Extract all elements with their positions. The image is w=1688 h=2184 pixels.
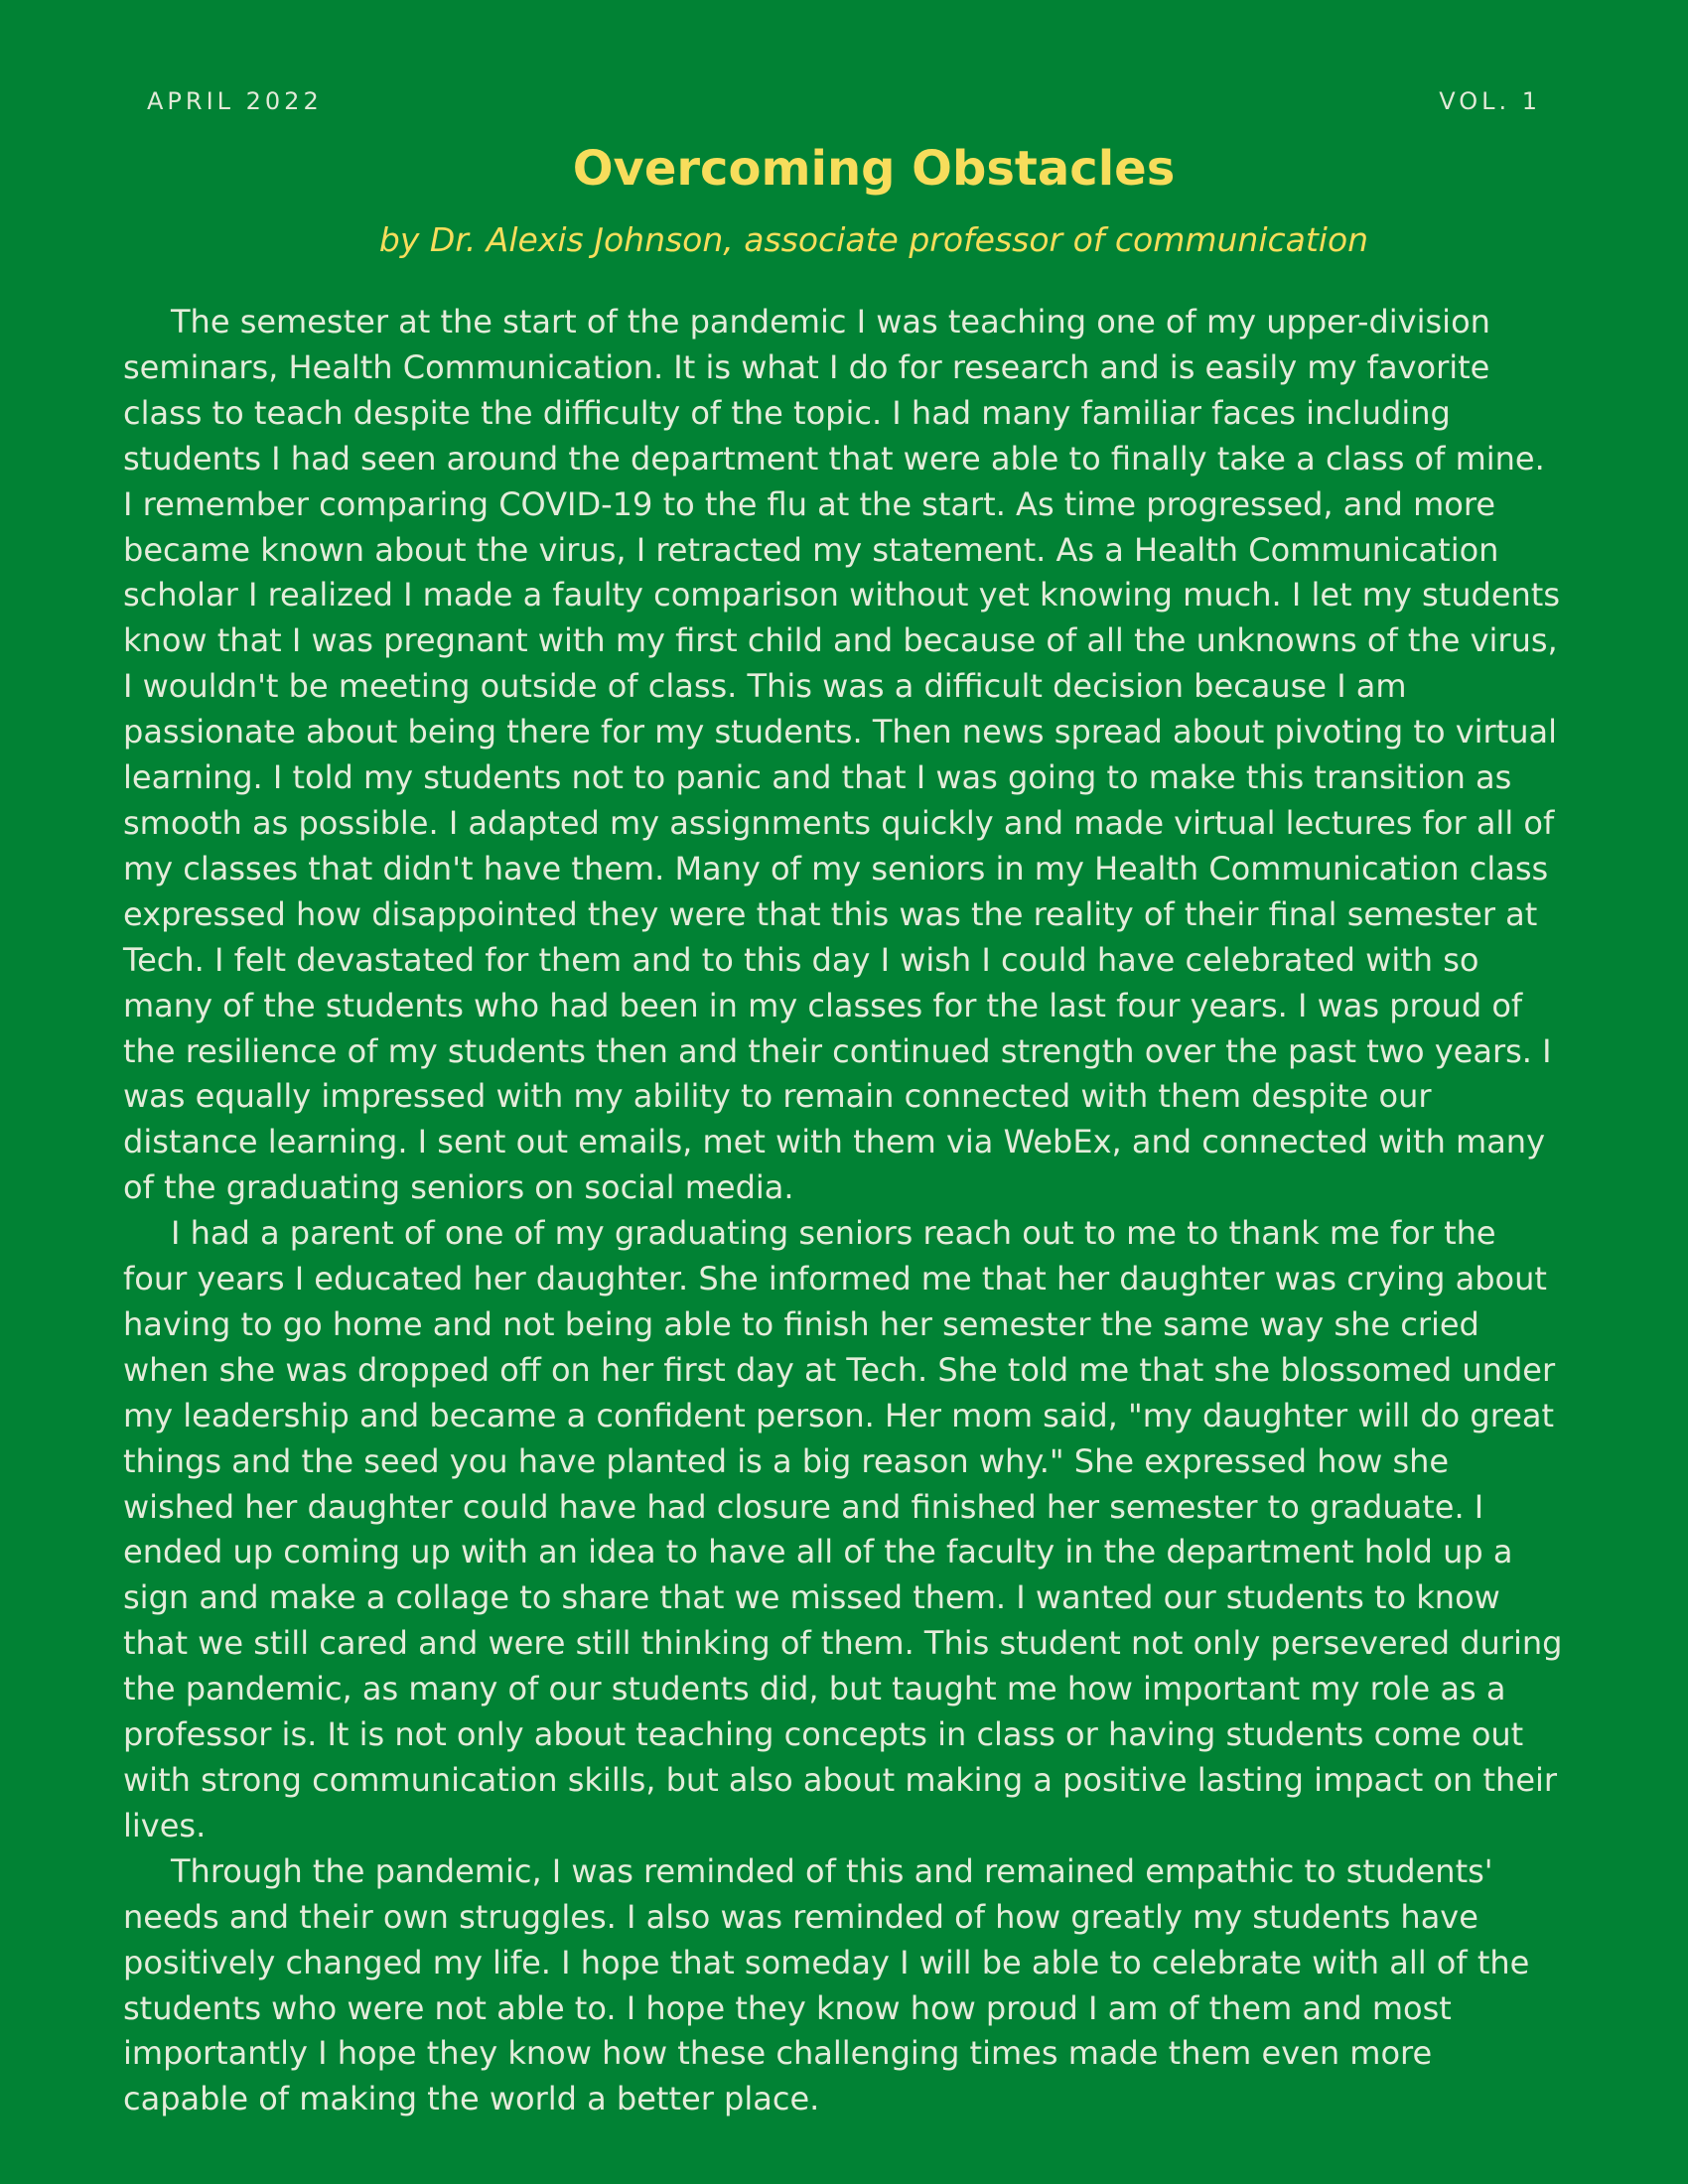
article-byline: by Dr. Alexis Johnson, associate professor of communication — [378, 220, 1369, 259]
article-paragraph: Through the pandemic, I was reminded of this and remained empathic to students' needs and their own struggles. I also was reminded of how greatly my students have positively changed my life. I hope that someday I will be able to celebrate with all of the students who were not able to. I hope they know how proud I am of them and most importantly I hope they know how these challenging times made them even more capable of making the world a better place. — [123, 1851, 1530, 2118]
article-title: Overcoming Obstacles — [572, 141, 1176, 197]
article-body — [123, 300, 1563, 2122]
issue-volume: VOL. 1 — [1439, 87, 1541, 115]
issue-date: APRIL 2022 — [147, 87, 323, 115]
article-paragraph: I had a parent of one of my graduating seniors reach out to me to thank me for the four years I educated her daughter. She informed me that her daughter was crying about having to go home and not being able to finish her semester the same way she cried when she was dropped off on her first day at Tech. She told me that she blossomed under my leadership and became a confident person. Her mom said, "my daughter will do great things and the seed you have planted is a big reason why." She expressed how she wished her daughter could have had closure and finished her semester to graduate. I ended up coming up with an idea to have all of the faculty in the department hold up a sign and make a collage to share that we missed them. I wanted our students to know that we still cared and were still thinking of them. This student not only persevered during the pandemic, as many of our students did, but taught me how important my role as a professor is. It is not only about teaching concepts in class or having students come out with strong communication skills, but also about making a positive lasting impact on their lives. — [123, 1214, 1563, 1844]
article-paragraph: The semester at the start of the pandemic I was teaching one of my upper-division seminars, Health Communication. It is what I do for research and is easily my favorite class to teach despite the difficulty of the topic. I had many familiar faces including students I had seen around the department that were able to finally take a class of mine. I remember comparing COVID-19 to the flu at the start. As time progressed, and more became known about the virus, I retracted my statement. As a Health Communication scholar I realized I made a faulty comparison without yet knowing much. I let my students know that I was pregnant with my first child and because of all the unknowns of the virus, I wouldn't be meeting outside of class. This was a difficult decision because I am passionate about being there for my students. Then news spread about pivoting to virtual learning. I told my students not to panic and that I was going to make this transition as smooth as possible. I adapted my assignments quickly and made virtual lectures for all of my classes that didn't have them. Many of my seniors in my Health Communication class expressed how disappointed they were that this was the reality of their final semester at Tech. I felt devastated for them and to this day I wish I could have celebrated with so many of the students who had been in my classes for the last four years. I was proud of the resilience of my students then and their continued strength over the past two years. I was equally impressed with my ability to remain connected with them despite our distance learning. I sent out emails, met with them via WebEx, and connected with many of the graduating seniors on social media. — [123, 303, 1561, 1207]
